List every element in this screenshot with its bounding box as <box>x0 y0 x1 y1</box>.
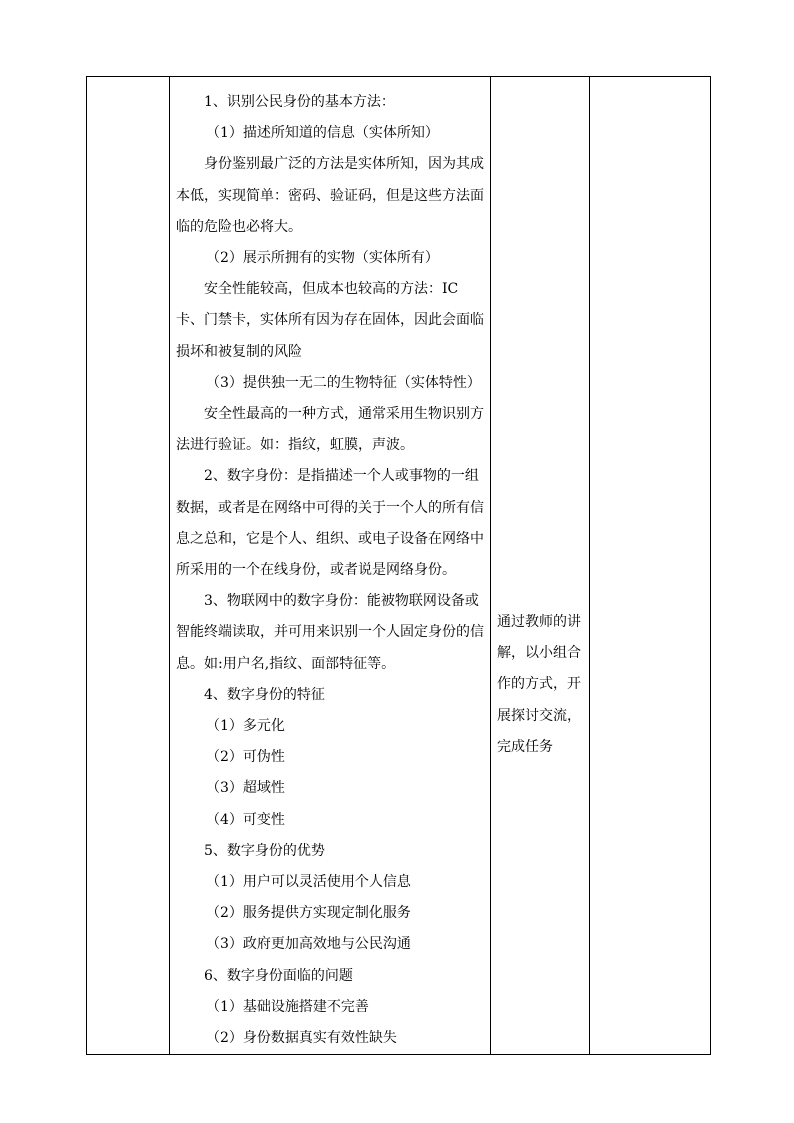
student-activity-cell <box>491 77 590 1055</box>
design-intent-cell <box>590 77 711 1055</box>
list-item: （3）政府更加高效地与公民沟通 <box>206 936 411 953</box>
teaching-content <box>170 77 490 1054</box>
heading-2: 2、数字身份：是指描述一个人或事物的一组数据，或者是在网络中可得的关于一个人的所有信息之总和，它是个人、组织、或电子设备在网络中所采用的一个在线身份，或者说是网络身份。 <box>176 468 484 579</box>
stage-cell <box>87 77 170 1055</box>
heading-4: 4、数字身份的特征 <box>204 686 325 703</box>
paragraph: 安全性最高的一种方式，通常采用生物识别方法进行验证。如：指纹，虹膜，声波。 <box>176 406 484 454</box>
heading-6: 6、数字身份面临的问题 <box>204 967 353 984</box>
teaching-content-cell <box>170 77 491 1055</box>
list-item: （3）超域性 <box>206 780 285 797</box>
list-item: （2）可伪性 <box>206 749 285 766</box>
student-activity <box>491 77 589 763</box>
heading-3: 3、物联网中的数字身份：能被物联网设备或智能终端读取，并可用来识别一个人固定身份的信息。如:用户名,指纹、面部特征等。 <box>176 593 484 672</box>
list-item: （4）可变性 <box>206 811 285 828</box>
list-item: （1）多元化 <box>206 718 285 735</box>
subheading-1-1: （1）描述所知道的信息（实体所知） <box>206 125 439 142</box>
student-activity-text: 通过教师的讲解，以小组合作的方式，开展探讨交流，完成任务 <box>497 614 581 755</box>
list-item: （2）身份数据真实有效性缺失 <box>206 1030 397 1047</box>
subheading-1-3: （3）提供独一无二的生物特征（实体特性） <box>206 374 481 391</box>
list-item: （2）服务提供方实现定制化服务 <box>206 905 411 922</box>
paragraph: 安全性能较高，但成本也较高的方法：IC卡、门禁卡，实体所有因为存在固体，因此会面临损坏和被复制的风险 <box>176 281 484 360</box>
subheading-1-2: （2）展示所拥有的实物（实体所有） <box>206 250 439 267</box>
heading-1: 1、识别公民身份的基本方法： <box>204 94 395 110</box>
table-row <box>87 77 711 1055</box>
list-item: （1）用户可以灵活使用个人信息 <box>206 874 411 891</box>
heading-5: 5、数字身份的优势 <box>204 842 325 859</box>
list-item: （1）基础设施搭建不完善 <box>206 998 369 1015</box>
lesson-plan-table <box>86 76 711 1055</box>
paragraph: 身份鉴别最广泛的方法是实体所知，因为其成本低，实现简单：密码、验证码，但是这些方法面临的危险也必将大。 <box>176 156 484 235</box>
